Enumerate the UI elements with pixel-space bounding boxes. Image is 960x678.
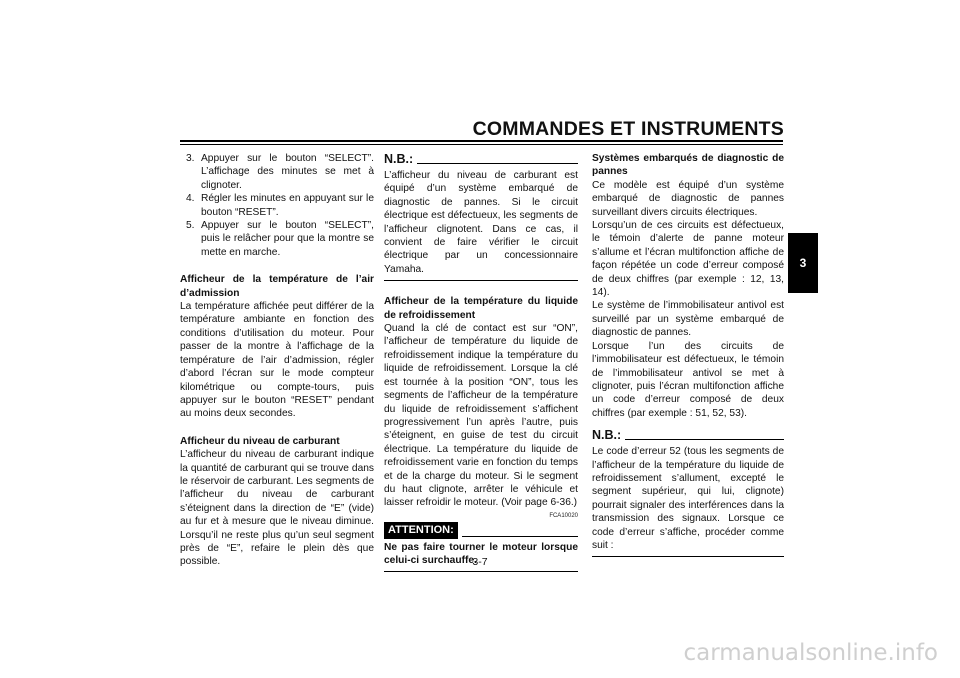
section-heading-coolant: Afficheur de la température du liquide de refroidissement <box>384 296 578 321</box>
step-item <box>180 192 374 219</box>
section-text-coolant: Quand la clé de contact est sur “ON”, l’afficheur de température du liquide de refroidissement indique la température du liquide de refroidissement. Lorsque la clé est tournée à la position “ON”, tous les segments de l’afficheur de la température du liquide de refroidissement s’affichent progressivement l’un après l’autre, puis s’éteignent, en guise de test du circuit électrique. La température du liquide de refroidissement varie en fonction du temps et de la charge du moteur. Si le segment du haut clignote, arrêter le véhicule et laisser refroidir le moteur. (Voir page 6-36.) <box>384 323 578 509</box>
step-number: 5. <box>186 220 195 232</box>
header-rule <box>180 140 783 142</box>
attention-rule <box>462 536 578 537</box>
chapter-tab <box>788 233 818 293</box>
note-rule <box>625 439 784 440</box>
section-heading-intake-temp: Afficheur de la température de l’air d’admission <box>180 274 374 299</box>
steps-list <box>180 152 374 259</box>
section-heading-diagnostics: Systèmes embarqués de diagnostic de pannes <box>592 153 784 178</box>
header-rule-thin <box>180 144 783 145</box>
page-title: COMMANDES ET INSTRUMENTS <box>472 118 784 140</box>
section-heading-fuel: Afficheur du niveau de carburant <box>180 435 340 447</box>
column-middle <box>384 152 578 572</box>
column-left <box>180 152 374 569</box>
page-number: 3-7 <box>472 556 488 568</box>
section-text-intake-temp: La température affichée peut différer de la température ambiante en fonction des conditions d’utilisation du moteur. Pour passer de la montre à l’affichage de la température de l’air d’admission, régler d’abord l’écran sur le mode compteur kilométrique ou compte-tours, puis appuyer sur le bouton “RESET” pendant au moins deux secondes. <box>180 301 374 420</box>
paragraph: Ce modèle est équipé d’un système embarqué de diagnostic de pannes surveillant divers circuits électriques. <box>592 179 784 218</box>
paragraph: Lorsqu’un de ces circuits est défectueux, le témoin d’alerte de panne moteur s’allume et l’écran multifonction affiche de façon répétée un code d’erreur composé de deux chiffres (par exemple : 12, 13, 14). <box>592 220 784 299</box>
step-text: Régler les minutes en appuyant sur le bouton “RESET”. <box>201 193 374 218</box>
section-text-fuel: L’afficheur du niveau de carburant indique la quantité de carburant qui se trouve dans le réservoir de carburant. Les segments de l’afficheur du niveau de carburant s’éteignent dans la direction de “E” (vide) au fur et à mesure que le niveau diminue. Lorsqu’il ne reste plus qu’un seul segment près de “E”, refaire le plein dès que possible. <box>180 449 374 568</box>
reference-code: FCA10020 <box>549 512 578 519</box>
attention-label: ATTENTION: <box>384 522 458 539</box>
column-right <box>592 152 784 571</box>
step-item <box>180 219 374 259</box>
note-end-rule <box>384 280 578 281</box>
paragraph: Lorsque l’un des circuits de l’immobilisateur est défectueux, le témoin de l’immobilisateur antivol se met à clignoter, puis l’écran multifonction affiche un code d’erreur composé de deux chiffres (par exemple : 51, 52, 53). <box>592 340 784 419</box>
note-rule <box>417 163 578 164</box>
attention-end-rule <box>384 571 578 572</box>
step-number: 4. <box>186 193 195 205</box>
chapter-tab-label: 3 <box>799 256 807 270</box>
step-item <box>180 152 374 192</box>
step-number: 3. <box>186 153 195 164</box>
paragraph: Le système de l’immobilisateur antivol est surveillé par un système embarqué de diagnostic de pannes. <box>592 300 784 339</box>
step-text: Appuyer sur le bouton “SELECT”. L’affichage des minutes se met à clignoter. <box>201 153 374 191</box>
note-text: Le code d’erreur 52 (tous les segments de l’afficheur de la température du liquide de refroidissement s’allument, excepté le segment supérieur, qui lui, clignote) pourrait signaler des interférences dans la transmission des signaux. Lorsque ce code d’erreur s’affiche, procéder comme suit : <box>592 446 784 551</box>
note-text: L’afficheur du niveau de carburant est équipé d’un système embarqué de diagnostic de pannes. Si le circuit électrique est défectueux, les segments de l’afficheur clignotent. Dans ce cas, il convient de faire vérifier le circuit électrique par un concessionnaire Yamaha. <box>384 170 578 275</box>
note-header <box>384 152 578 167</box>
attention-text: Ne pas faire tourner le moteur lorsque celui-ci surchauffe. <box>384 541 578 567</box>
note-label: N.B.: <box>384 152 414 166</box>
attention-header <box>384 522 578 539</box>
step-text: Appuyer sur le bouton “SELECT”, puis le relâcher pour que la montre se mette en marche. <box>201 220 374 258</box>
note-header <box>592 428 784 443</box>
note-label: N.B.: <box>592 428 622 443</box>
watermark: carmanualsonline.info <box>683 640 938 666</box>
